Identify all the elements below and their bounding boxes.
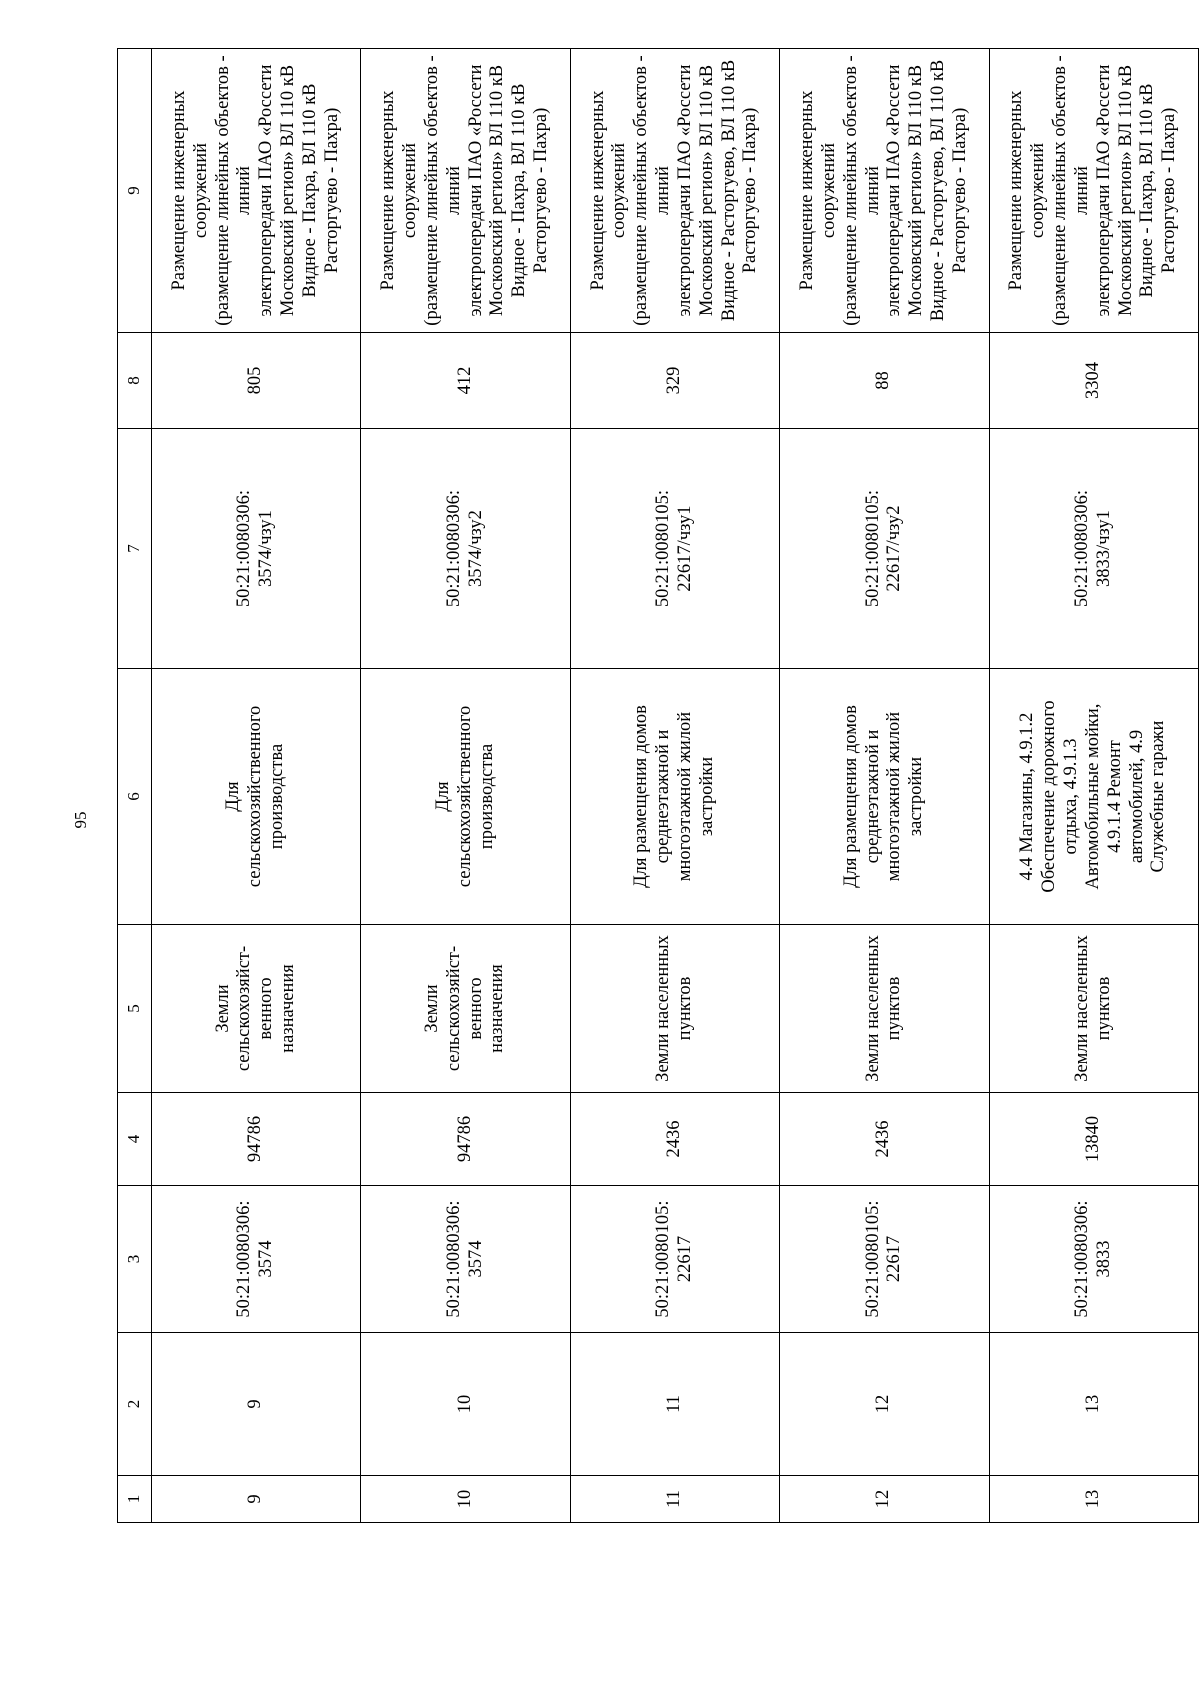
cell-purpose: Размещение инженерных сооружений (размещение линейных объектов - линий электропередачи ПАО «Россети Московский регион» ВЛ 110 кВ Видное - Пахра, ВЛ 110 кВ Расторгуево - Пахра) <box>989 49 1198 333</box>
cell-cadastral-number: 50:21:0080306: 3833 <box>989 1186 1198 1333</box>
cell-number: 12 <box>780 1476 989 1523</box>
column-header-6: 6 <box>118 669 152 925</box>
cell-plot-number: 9 <box>152 1333 361 1476</box>
cell-part-area: 88 <box>780 333 989 429</box>
cell-land-category: Земли сельскохозяйст- венного назначения <box>152 925 361 1093</box>
cell-area: 94786 <box>361 1093 570 1186</box>
column-header-7: 7 <box>118 429 152 669</box>
column-header-3: 3 <box>118 1186 152 1333</box>
cell-plot-number: 10 <box>361 1333 570 1476</box>
cell-cadastral-number: 50:21:0080105: 22617 <box>780 1186 989 1333</box>
column-header-8: 8 <box>118 333 152 429</box>
cell-purpose: Размещение инженерных сооружений (размещение линейных объектов - линий электропередачи ПАО «Россети Московский регион» ВЛ 110 кВ Видное - Пахра, ВЛ 110 кВ Расторгуево - Пахра) <box>152 49 361 333</box>
cell-number: 11 <box>570 1476 779 1523</box>
cell-land-category: Земли населенных пунктов <box>780 925 989 1093</box>
column-header-5: 5 <box>118 925 152 1093</box>
cell-part-cadastral-number: 50:21:0080105: 22617/чзу2 <box>780 429 989 669</box>
table-row <box>989 49 1198 1523</box>
cell-plot-number: 13 <box>989 1333 1198 1476</box>
cell-cadastral-number: 50:21:0080306: 3574 <box>152 1186 361 1333</box>
land-plots-table-rotated <box>117 49 1199 1523</box>
cell-part-cadastral-number: 50:21:0080306: 3833/чзу1 <box>989 429 1198 669</box>
page-number: 95 <box>71 811 90 829</box>
cell-area: 2436 <box>570 1093 779 1186</box>
cell-permitted-use: Для сельскохозяйственного производства <box>152 669 361 925</box>
cell-permitted-use: Для размещения домов среднеэтажной и многоэтажной жилой застройки <box>780 669 989 925</box>
table-row <box>361 49 570 1523</box>
cell-land-category: Земли сельскохозяйст- венного назначения <box>361 925 570 1093</box>
header-row <box>118 49 152 1523</box>
cell-part-cadastral-number: 50:21:0080306: 3574/чзу1 <box>152 429 361 669</box>
cell-land-category: Земли населенных пунктов <box>989 925 1198 1093</box>
table-row <box>570 49 779 1523</box>
cell-purpose: Размещение инженерных сооружений (размещение линейных объектов - линий электропередачи ПАО «Россети Московский регион» ВЛ 110 кВ Видное - Расторгуево, ВЛ 110 кВ Расторгуево - Пахра) <box>780 49 989 333</box>
cell-part-cadastral-number: 50:21:0080105: 22617/чзу1 <box>570 429 779 669</box>
land-plots-table <box>117 48 1199 1523</box>
cell-purpose: Размещение инженерных сооружений (размещение линейных объектов - линий электропередачи ПАО «Россети Московский регион» ВЛ 110 кВ Видное - Пахра, ВЛ 110 кВ Расторгуево - Пахра) <box>361 49 570 333</box>
cell-part-cadastral-number: 50:21:0080306: 3574/чзу2 <box>361 429 570 669</box>
cell-land-category: Земли населенных пунктов <box>570 925 779 1093</box>
cell-area: 94786 <box>152 1093 361 1186</box>
table-row <box>152 49 361 1523</box>
table-row <box>780 49 989 1523</box>
column-header-4: 4 <box>118 1093 152 1186</box>
cell-part-area: 805 <box>152 333 361 429</box>
cell-permitted-use: 4.4 Магазины, 4.9.1.2 Обеспечение дорожного отдыха, 4.9.1.3 Автомобильные мойки, 4.9.1.4 Ремонт автомобилей, 4.9 Служебные гаражи <box>989 669 1198 925</box>
cell-part-area: 3304 <box>989 333 1198 429</box>
cell-plot-number: 11 <box>570 1333 779 1476</box>
cell-part-area: 412 <box>361 333 570 429</box>
cell-cadastral-number: 50:21:0080105: 22617 <box>570 1186 779 1333</box>
column-header-1: 1 <box>118 1476 152 1523</box>
column-header-2: 2 <box>118 1333 152 1476</box>
cell-number: 13 <box>989 1476 1198 1523</box>
cell-part-area: 329 <box>570 333 779 429</box>
cell-purpose: Размещение инженерных сооружений (размещение линейных объектов - линий электропередачи ПАО «Россети Московский регион» ВЛ 110 кВ Видное - Расторгуево, ВЛ 110 кВ Расторгуево - Пахра) <box>570 49 779 333</box>
cell-permitted-use: Для сельскохозяйственного производства <box>361 669 570 925</box>
cell-area: 13840 <box>989 1093 1198 1186</box>
cell-cadastral-number: 50:21:0080306: 3574 <box>361 1186 570 1333</box>
cell-plot-number: 12 <box>780 1333 989 1476</box>
cell-number: 10 <box>361 1476 570 1523</box>
cell-area: 2436 <box>780 1093 989 1186</box>
cell-number: 9 <box>152 1476 361 1523</box>
cell-permitted-use: Для размещения домов среднеэтажной и многоэтажной жилой застройки <box>570 669 779 925</box>
column-header-9: 9 <box>118 49 152 333</box>
